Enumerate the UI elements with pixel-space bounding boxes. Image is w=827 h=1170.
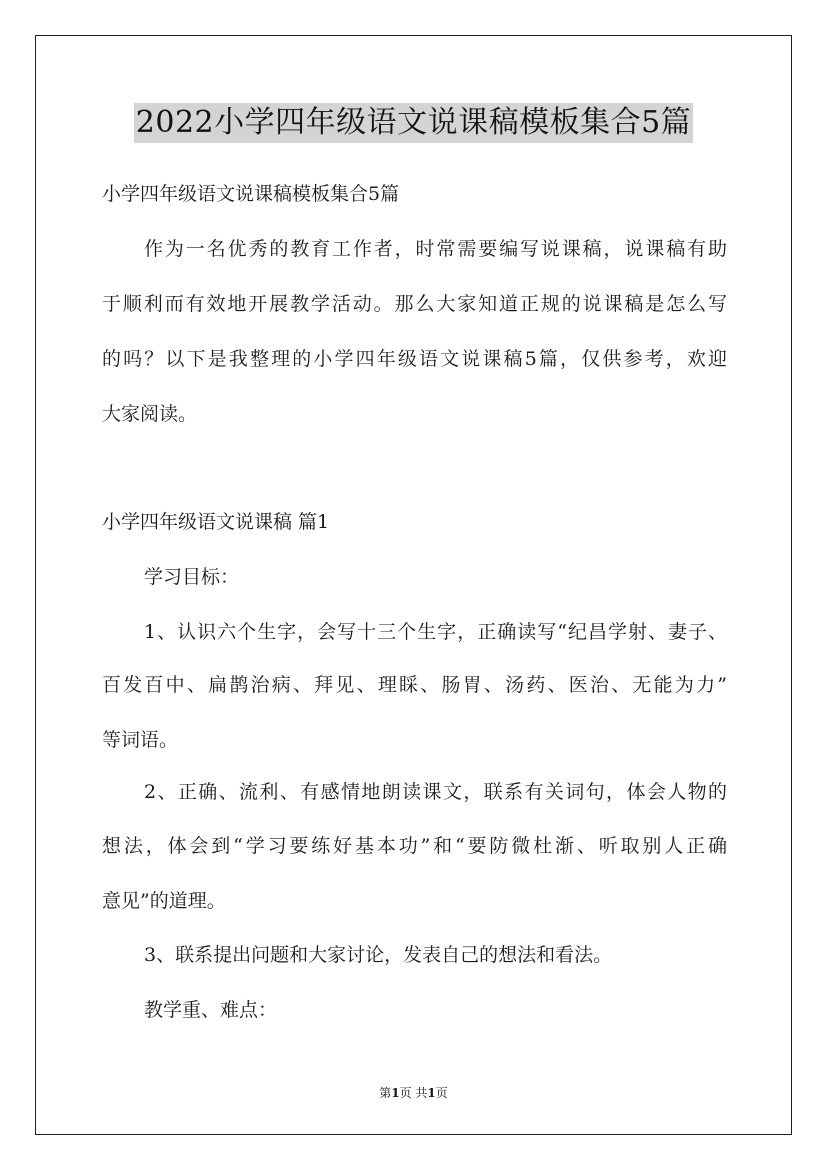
key-points-label: 教学重、难点： <box>144 999 278 1021</box>
footer-page-middle: 页 共 <box>399 1086 428 1100</box>
page-footer <box>0 1085 827 1101</box>
objective-2-line-2: 想法，体会到“学习要练好基本功”和“要防微杜渐、听取别人正确 <box>102 835 727 857</box>
objective-1-line-2: 百发百中、扁鹊治病、拜见、理睬、肠胃、汤药、医治、无能为力” <box>102 674 727 696</box>
objective-3: 3、联系提出问题和大家讨论，发表自己的想法和看法。 <box>144 944 613 966</box>
intro-line-1: 作为一名优秀的教育工作者，时常需要编写说课稿，说课稿有助 <box>144 238 727 260</box>
document-title: 2022小学四年级语文说课稿模板集合5篇 <box>134 103 693 143</box>
document-subtitle: 小学四年级语文说课稿模板集合5篇 <box>102 183 400 205</box>
footer-page-prefix: 第 <box>379 1086 392 1100</box>
section-heading: 小学四年级语文说课稿 篇1 <box>102 511 330 533</box>
objectives-label: 学习目标： <box>144 566 240 588</box>
intro-line-2: 于顺利而有效地开展教学活动。那么大家知道正规的说课稿是怎么写 <box>102 293 727 315</box>
footer-page-current: 1 <box>391 1086 400 1100</box>
objective-1-line-3: 等词语。 <box>102 729 179 751</box>
intro-line-3: 的吗？以下是我整理的小学四年级语文说课稿5篇，仅供参考，欢迎 <box>102 348 727 370</box>
footer-page-suffix: 页 <box>435 1086 448 1100</box>
objective-2-line-1: 2、正确、流利、有感情地朗读课文，联系有关词句，体会人物的 <box>144 781 727 803</box>
objective-1-line-1: 1、认识六个生字，会写十三个生字，正确读写“纪昌学射、妻子、 <box>144 621 727 643</box>
title-wrap <box>0 103 827 143</box>
intro-line-4: 大家阅读。 <box>102 403 198 425</box>
footer-page-total: 1 <box>427 1086 436 1100</box>
objective-2-line-3: 意见”的道理。 <box>102 890 226 912</box>
